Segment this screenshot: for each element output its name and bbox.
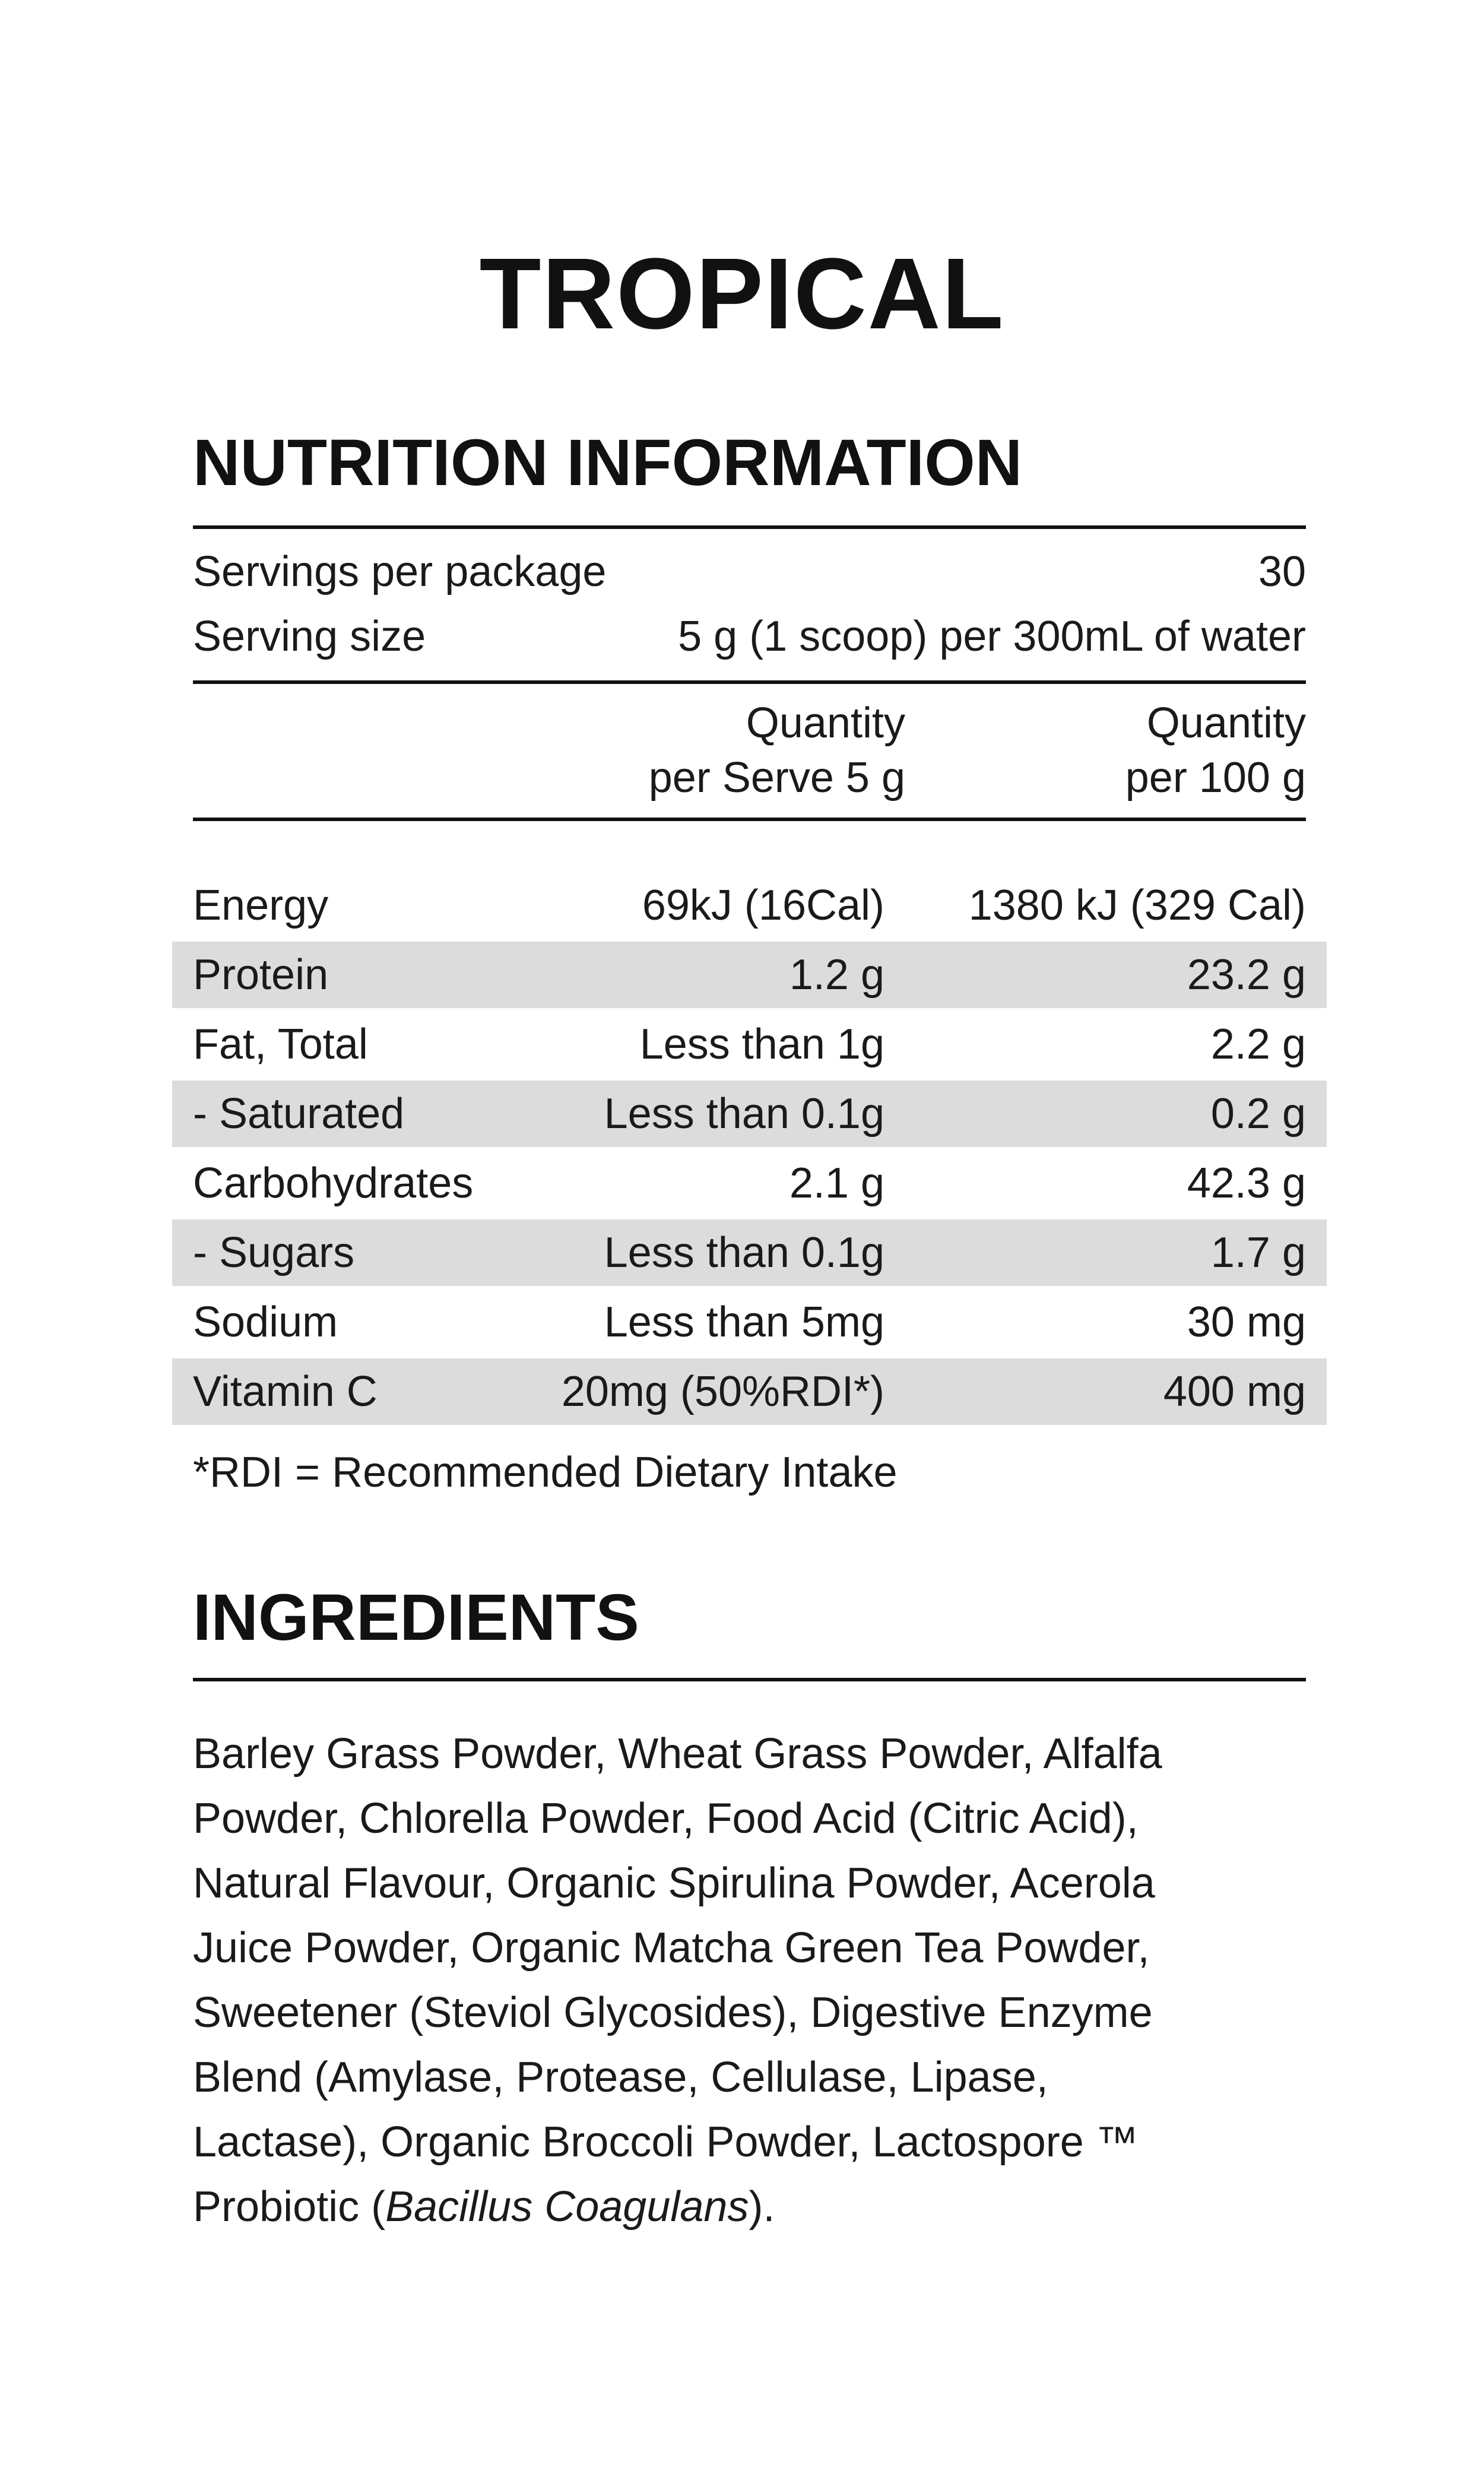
ingredients-line: Barley Grass Powder, Wheat Grass Powder, Alfalfa <box>193 1730 1162 1778</box>
nutrient-per-100g: 1380 kJ (329 Cal) <box>968 882 1306 929</box>
ingredients-line: Sweetener (Steviol Glycosides), Digestive Enzyme <box>193 1989 1153 2036</box>
nutrient-row <box>193 1157 1306 1210</box>
nutrient-name: Sodium <box>193 1298 338 1346</box>
nutrient-per-serve: Less than 0.1g <box>604 1229 884 1276</box>
nutrient-per-100g: 2.2 g <box>1210 1021 1306 1068</box>
nutrient-name: Fat, Total <box>193 1021 368 1068</box>
nutrient-per-100g: 42.3 g <box>1187 1160 1306 1207</box>
nutrient-per-serve: 20mg (50%RDI*) <box>561 1368 884 1415</box>
nutrient-name: Vitamin C <box>193 1368 378 1415</box>
ingredients-last-prefix: Probiotic ( <box>193 2183 386 2231</box>
servings-per-package-value: 30 <box>1258 548 1306 595</box>
nutrient-row <box>193 879 1306 932</box>
nutrient-per-100g: 400 mg <box>1163 1368 1306 1415</box>
ingredients-heading: INGREDIENTS <box>193 1581 639 1654</box>
nutrient-name: - Sugars <box>193 1229 355 1276</box>
nutrient-per-100g: 0.2 g <box>1210 1090 1306 1138</box>
nutrient-per-serve: 1.2 g <box>789 951 884 999</box>
nutrient-row <box>193 1365 1306 1418</box>
column-header-per-100g-line1: Quantity <box>1146 699 1306 747</box>
ingredients-line: Juice Powder, Organic Matcha Green Tea Powder, <box>193 1924 1150 1972</box>
column-header-per-100g-line2: per 100 g <box>1125 754 1306 802</box>
product-title: TROPICAL <box>479 237 1005 350</box>
nutrient-per-serve: 69kJ (16Cal) <box>642 882 884 929</box>
divider-top <box>193 525 1306 529</box>
nutrient-name: Energy <box>193 882 329 929</box>
nutrient-row <box>193 1087 1306 1141</box>
divider-servings <box>193 680 1306 684</box>
ingredients-line: Natural Flavour, Organic Spirulina Powder, Acerola <box>193 1860 1155 1907</box>
ingredients-list <box>193 1722 1321 2239</box>
ingredients-line: Lactase), Organic Broccoli Powder, Lactospore ™ <box>193 2118 1139 2166</box>
nutrient-per-serve: Less than 1g <box>639 1021 884 1068</box>
rdi-footnote: *RDI = Recommended Dietary Intake <box>193 1449 898 1496</box>
nutrient-row <box>193 948 1306 1002</box>
nutrient-per-100g: 30 mg <box>1187 1298 1306 1346</box>
column-header-per-serve <box>649 696 905 805</box>
nutrient-per-serve: Less than 5mg <box>604 1298 884 1346</box>
ingredients-last-suffix: ). <box>749 2183 775 2231</box>
servings-per-package-label: Servings per package <box>193 548 607 595</box>
ingredients-line-last <box>193 2175 1321 2239</box>
nutrient-row <box>193 1226 1306 1279</box>
nutrient-row <box>193 1295 1306 1349</box>
column-header-per-serve-line2: per Serve 5 g <box>648 754 905 802</box>
column-header-per-serve-line1: Quantity <box>746 699 905 747</box>
divider-ingredients <box>193 1678 1306 1681</box>
serving-size-value: 5 g (1 scoop) per 300mL of water <box>678 613 1306 660</box>
nutrient-per-serve: 2.1 g <box>789 1160 884 1207</box>
serving-size-label: Serving size <box>193 613 426 660</box>
ingredients-line: Powder, Chlorella Powder, Food Acid (Citric Acid), <box>193 1795 1139 1842</box>
nutrient-name: Protein <box>193 951 329 999</box>
nutrient-per-100g: 1.7 g <box>1210 1229 1306 1276</box>
nutrition-heading: NUTRITION INFORMATION <box>193 426 1023 499</box>
nutrient-name: Carbohydrates <box>193 1160 474 1207</box>
nutrient-per-serve: Less than 0.1g <box>604 1090 884 1138</box>
column-header-per-100g <box>1125 696 1306 805</box>
servings-per-package-row <box>193 545 1306 598</box>
divider-header <box>193 818 1306 821</box>
nutrient-per-100g: 23.2 g <box>1187 951 1306 999</box>
ingredients-line: Blend (Amylase, Protease, Cellulase, Lipase, <box>193 2054 1048 2101</box>
ingredients-last-italic: Bacillus Coagulans <box>385 2183 749 2231</box>
serving-size-row <box>193 610 1306 663</box>
nutrient-row <box>193 1018 1306 1071</box>
nutrient-name: - Saturated <box>193 1090 405 1138</box>
